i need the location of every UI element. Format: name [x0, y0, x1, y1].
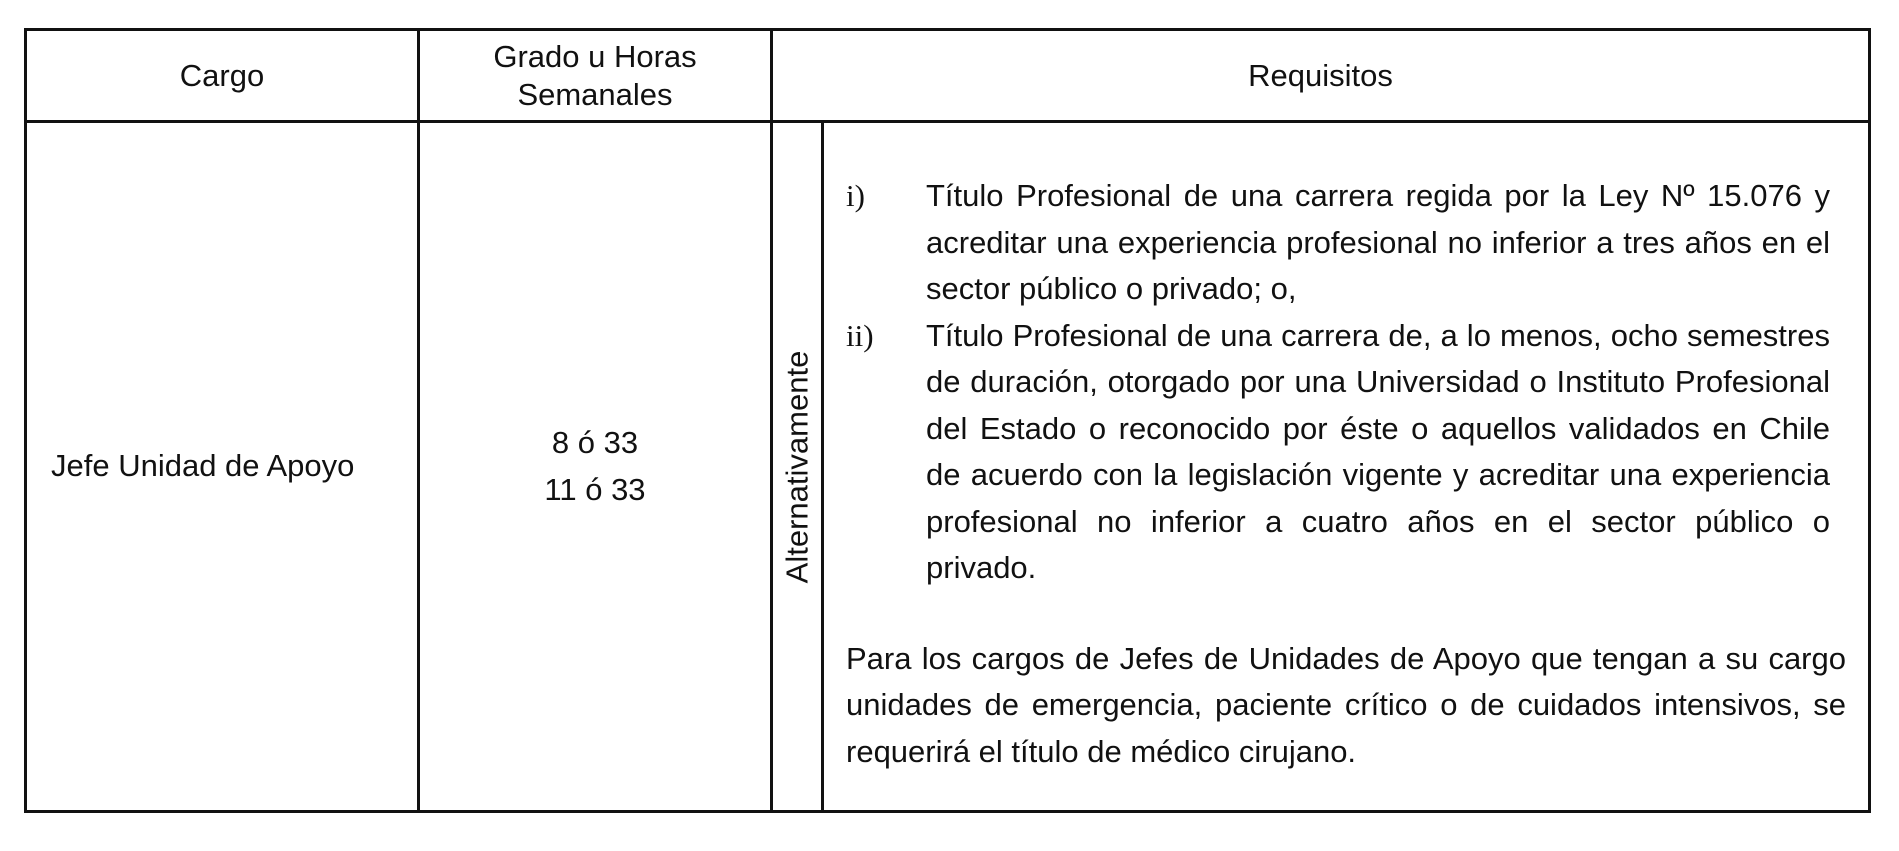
- requirement-text: Título Profesional de una carrera de, a lo menos, ocho semestres de duración, otorgado por una Universidad o Instituto Profesional del Estado o reconocido por éste o aquellos validados en Chile de acuerdo con la legislación vigente y acreditar una experiencia profesional no inferior a cuatro años en el sector público o privado.: [926, 317, 1830, 585]
- cargo-cell: Jefe Unidad de Apoyo: [51, 448, 355, 484]
- requirements-table: [24, 28, 1871, 813]
- requirement-note: Para los cargos de Jefes de Unidades de Apoyo que tengan a su cargo unidades de emergencia, paciente crítico o de cuidados intensivos, se requerirá el título de médico cirujano.: [846, 640, 1846, 769]
- header-grado-line2: Semanales: [517, 76, 673, 112]
- requirement-text: Título Profesional de una carrera regida por la Ley Nº 15.076 y acreditar una experiencia profesional no inferior a tres años en el sector público o privado; o,: [926, 178, 1830, 306]
- header-requisitos: Requisitos: [1248, 57, 1393, 93]
- alternativamente-label: Alternativamente: [779, 350, 814, 583]
- requirement-number: ii): [846, 317, 874, 353]
- header-cargo: Cargo: [179, 57, 265, 93]
- requirement-item: [846, 313, 1846, 592]
- requisitos-cell: [824, 123, 1868, 810]
- alternativamente-cell: [773, 123, 821, 810]
- grado-value: 8 ó 33: [551, 425, 639, 460]
- header-grado-line1: Grado u Horas: [493, 38, 697, 74]
- table-header-row: [27, 31, 1868, 123]
- grado-cell: [420, 123, 770, 810]
- grado-value: 11 ó 33: [544, 471, 646, 507]
- requirement-number: i): [846, 178, 865, 213]
- requirement-item: [846, 173, 1846, 313]
- header-grado: [420, 31, 770, 120]
